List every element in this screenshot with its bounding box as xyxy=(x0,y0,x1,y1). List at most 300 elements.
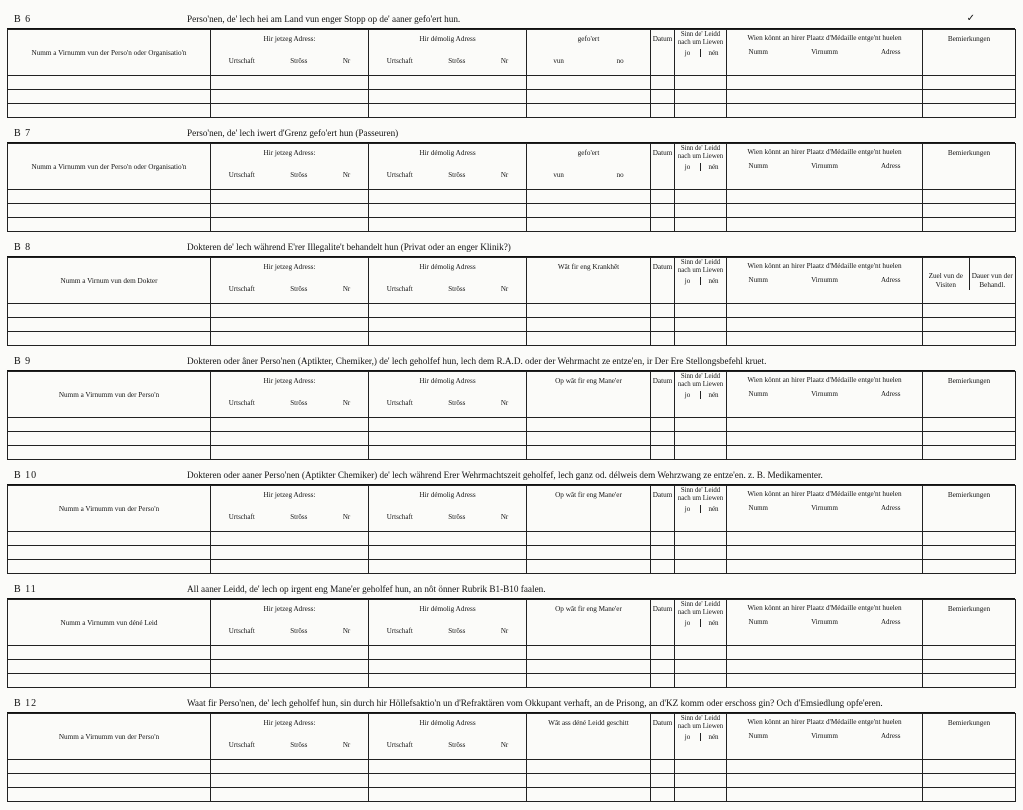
table-cell[interactable] xyxy=(675,788,727,802)
table-cell[interactable] xyxy=(211,190,369,204)
table-cell[interactable] xyxy=(211,318,369,332)
alive-no: nén xyxy=(700,733,726,741)
section-b7 xyxy=(7,126,1015,240)
table-row xyxy=(8,190,1016,204)
section-title: Dokteren oder aaner Perso'nen (Aptikter Chemiker) de' lech während Erer Wehrmachtszeit geholfef, lech ganz od. délweis dem Wehrzwang ze entze'en. z. B. Medikamenter. xyxy=(187,470,823,480)
medal-sub: Virnumm xyxy=(811,390,838,398)
medal-sub: Virnumm xyxy=(811,618,838,626)
table-cell[interactable] xyxy=(8,304,211,318)
table-cell[interactable] xyxy=(923,332,1016,346)
table-cell[interactable] xyxy=(8,432,211,446)
table-cell[interactable] xyxy=(651,104,675,118)
table-cell[interactable] xyxy=(369,560,527,574)
table-cell[interactable] xyxy=(8,332,211,346)
table-cell[interactable] xyxy=(923,560,1016,574)
table-cell[interactable] xyxy=(211,774,369,788)
table-cell[interactable] xyxy=(8,76,211,90)
table-cell[interactable] xyxy=(727,788,923,802)
table-cell[interactable] xyxy=(675,332,727,346)
remarks-header: Bemierkungen xyxy=(923,144,1016,190)
medal-sub: Virnumm xyxy=(811,276,838,284)
table-row xyxy=(8,760,1016,774)
table-cell[interactable] xyxy=(369,318,527,332)
table-cell[interactable] xyxy=(923,204,1016,218)
table-row xyxy=(8,432,1016,446)
table-cell[interactable] xyxy=(675,104,727,118)
table-cell[interactable] xyxy=(211,532,369,546)
table-cell[interactable] xyxy=(369,304,527,318)
table-cell[interactable] xyxy=(527,204,651,218)
table-cell[interactable] xyxy=(8,90,211,104)
former-address-sub: Urtschaft xyxy=(386,741,413,749)
table-cell[interactable] xyxy=(211,76,369,90)
table-cell[interactable] xyxy=(727,218,923,232)
datum-header: Datum xyxy=(651,486,675,532)
table-cell[interactable] xyxy=(923,774,1016,788)
table-cell[interactable] xyxy=(8,104,211,118)
former-address-header: Hir démolig Adress Urtschaft Strôss Nr xyxy=(369,600,527,646)
table-cell[interactable] xyxy=(211,90,369,104)
duration-header: Dauer vun der Behandl. xyxy=(969,258,1016,290)
section-table xyxy=(7,713,1016,802)
medal-header: Wien könnt an hirer Plaatz d'Médaille entge'nt huelen Numm Virnumm Adress xyxy=(727,144,923,190)
table-cell[interactable] xyxy=(923,432,1016,446)
table-cell[interactable] xyxy=(369,418,527,432)
medal-sub: Numm xyxy=(748,732,768,740)
table-cell[interactable] xyxy=(651,76,675,90)
table-cell[interactable] xyxy=(923,674,1016,688)
table-cell[interactable] xyxy=(923,318,1016,332)
table-cell[interactable] xyxy=(675,218,727,232)
table-cell[interactable] xyxy=(527,646,651,660)
table-row xyxy=(8,318,1016,332)
section-b8 xyxy=(7,240,1015,354)
section-table xyxy=(7,257,1016,346)
table-cell[interactable] xyxy=(527,190,651,204)
alive-yes: jo xyxy=(684,733,691,741)
extra-header: Wât fir eng Krankhêt xyxy=(527,258,651,304)
medal-sub: Numm xyxy=(748,276,768,284)
former-address-sub: Urtschaft xyxy=(386,399,413,407)
alive-header: Sinn de' Leidd nach um Liewen jo nén xyxy=(675,30,727,76)
table-cell[interactable] xyxy=(8,218,211,232)
medal-sub: Numm xyxy=(748,48,768,56)
table-cell[interactable] xyxy=(923,76,1016,90)
table-cell[interactable] xyxy=(651,532,675,546)
table-cell[interactable] xyxy=(923,532,1016,546)
table-cell[interactable] xyxy=(651,560,675,574)
table-cell[interactable] xyxy=(369,760,527,774)
table-cell[interactable] xyxy=(727,104,923,118)
current-address-sub: Strôss xyxy=(290,399,308,407)
table-row xyxy=(8,674,1016,688)
alive-yes: jo xyxy=(684,163,691,171)
table-cell[interactable] xyxy=(651,204,675,218)
extra-header: gefo'ert vun no xyxy=(527,144,651,190)
table-cell[interactable] xyxy=(923,788,1016,802)
table-cell[interactable] xyxy=(527,432,651,446)
alive-header: Sinn de' Leidd nach um Liewen jo nén xyxy=(675,600,727,646)
medal-sub: Adress xyxy=(881,618,901,626)
medal-sub: Adress xyxy=(881,162,901,170)
table-cell[interactable] xyxy=(675,432,727,446)
former-address-sub: Nr xyxy=(500,741,509,749)
table-cell[interactable] xyxy=(727,546,923,560)
table-cell[interactable] xyxy=(8,760,211,774)
table-cell[interactable] xyxy=(8,418,211,432)
table-cell[interactable] xyxy=(727,204,923,218)
table-cell[interactable] xyxy=(527,418,651,432)
table-cell[interactable] xyxy=(923,218,1016,232)
table-cell[interactable] xyxy=(8,560,211,574)
table-cell[interactable] xyxy=(211,646,369,660)
former-address-header: Hir démolig Adress Urtschaft Strôss Nr xyxy=(369,30,527,76)
section-header xyxy=(7,126,1015,143)
table-cell[interactable] xyxy=(675,532,727,546)
table-cell[interactable] xyxy=(8,318,211,332)
table-cell[interactable] xyxy=(675,204,727,218)
table-cell[interactable] xyxy=(527,76,651,90)
current-address-sub: Urtschaft xyxy=(228,399,255,407)
table-cell[interactable] xyxy=(727,418,923,432)
table-cell[interactable] xyxy=(651,218,675,232)
current-address-sub: Urtschaft xyxy=(228,57,255,65)
section-title: All aaner Leidd, de' lech op irgent eng Mane'er geholfef hun, an nôt önner Rubrik B1-B10 faalen. xyxy=(187,584,546,594)
table-cell[interactable] xyxy=(369,76,527,90)
section-mark: ✓ xyxy=(966,13,975,24)
table-cell[interactable] xyxy=(651,190,675,204)
medal-header: Wien könnt an hirer Plaatz d'Médaille entge'nt huelen Numm Virnumm Adress xyxy=(727,30,923,76)
table-cell[interactable] xyxy=(527,318,651,332)
current-address-sub: Nr xyxy=(342,627,351,635)
table-cell[interactable] xyxy=(527,546,651,560)
table-cell[interactable] xyxy=(369,788,527,802)
alive-yes: jo xyxy=(684,505,691,513)
table-cell[interactable] xyxy=(527,560,651,574)
table-cell[interactable] xyxy=(727,532,923,546)
table-cell[interactable] xyxy=(369,204,527,218)
table-cell[interactable] xyxy=(675,546,727,560)
table-cell[interactable] xyxy=(675,318,727,332)
medal-sub: Virnumm xyxy=(811,48,838,56)
section-b6 xyxy=(7,12,1015,126)
table-row xyxy=(8,332,1016,346)
table-cell[interactable] xyxy=(923,104,1016,118)
table-cell[interactable] xyxy=(369,546,527,560)
section-title: Perso'nen, de' lech iwert d'Grenz gefo'ert hun (Passeuren) xyxy=(187,128,399,138)
remarks-header: Bemierkungen xyxy=(923,486,1016,532)
current-address-sub: Strôss xyxy=(290,627,308,635)
table-cell[interactable] xyxy=(651,446,675,460)
medal-sub: Adress xyxy=(881,504,901,512)
table-cell[interactable] xyxy=(211,104,369,118)
table-cell[interactable] xyxy=(651,674,675,688)
table-cell[interactable] xyxy=(527,446,651,460)
table-cell[interactable] xyxy=(923,546,1016,560)
table-cell[interactable] xyxy=(727,760,923,774)
table-cell[interactable] xyxy=(727,646,923,660)
section-code: B 12 xyxy=(14,698,38,709)
medal-sub: Numm xyxy=(748,162,768,170)
table-cell[interactable] xyxy=(8,660,211,674)
table-cell[interactable] xyxy=(369,446,527,460)
table-cell[interactable] xyxy=(211,332,369,346)
table-cell[interactable] xyxy=(8,788,211,802)
table-cell[interactable] xyxy=(651,660,675,674)
table-cell[interactable] xyxy=(675,418,727,432)
table-cell[interactable] xyxy=(675,660,727,674)
table-cell[interactable] xyxy=(211,546,369,560)
table-row xyxy=(8,446,1016,460)
table-cell[interactable] xyxy=(369,90,527,104)
table-row xyxy=(8,546,1016,560)
table-cell[interactable] xyxy=(211,418,369,432)
section-b11 xyxy=(7,582,1015,696)
table-cell[interactable] xyxy=(211,432,369,446)
table-cell[interactable] xyxy=(527,674,651,688)
alive-no: nén xyxy=(700,391,726,399)
medal-sub: Adress xyxy=(881,732,901,740)
medal-header: Wien könnt an hirer Plaatz d'Médaille entge'nt huelen Numm Virnumm Adress xyxy=(727,372,923,418)
table-cell[interactable] xyxy=(527,532,651,546)
table-cell[interactable] xyxy=(651,646,675,660)
extra-header: Op wât fir eng Mane'er xyxy=(527,486,651,532)
table-cell[interactable] xyxy=(727,446,923,460)
table-row xyxy=(8,532,1016,546)
current-address-sub: Nr xyxy=(342,399,351,407)
datum-header: Datum xyxy=(651,600,675,646)
table-cell[interactable] xyxy=(527,304,651,318)
table-cell[interactable] xyxy=(727,304,923,318)
table-cell[interactable] xyxy=(369,190,527,204)
table-cell[interactable] xyxy=(727,774,923,788)
section-header xyxy=(7,12,1015,29)
table-cell[interactable] xyxy=(527,90,651,104)
table-cell[interactable] xyxy=(651,332,675,346)
table-cell[interactable] xyxy=(369,774,527,788)
table-cell[interactable] xyxy=(651,774,675,788)
section-title: Perso'nen, de' lech hei am Land vun enger Stopp op de' aaner gefo'ert hun. xyxy=(187,14,461,24)
datum-header: Datum xyxy=(651,714,675,760)
former-address-sub: Strôss xyxy=(448,627,466,635)
former-address-sub: Urtschaft xyxy=(386,57,413,65)
table-cell[interactable] xyxy=(369,646,527,660)
section-title: Dokteren oder âner Perso'nen (Aptikter, Chemiker,) de' lech geholfef hun, lech dem R.A.D. oder der Wehrmacht ze entze'en, ir Der Ere Stellongsbefehl kruet. xyxy=(187,356,767,366)
table-cell[interactable] xyxy=(211,304,369,318)
medal-header: Wien könnt an hirer Plaatz d'Médaille entge'nt huelen Numm Virnumm Adress xyxy=(727,486,923,532)
medal-header: Wien könnt an hirer Plaatz d'Médaille entge'nt huelen Numm Virnumm Adress xyxy=(727,258,923,304)
former-address-sub: Strôss xyxy=(448,285,466,293)
former-address-sub: Urtschaft xyxy=(386,627,413,635)
extra-header: Op wât fir eng Mane'er xyxy=(527,600,651,646)
alive-no: nén xyxy=(700,505,726,513)
former-address-header: Hir démolig Adress Urtschaft Strôss Nr xyxy=(369,258,527,304)
datum-header: Datum xyxy=(651,258,675,304)
table-cell[interactable] xyxy=(211,660,369,674)
current-address-header: Hir jetzeg Adress: Urtschaft Strôss Nr xyxy=(211,144,369,190)
table-cell[interactable] xyxy=(675,90,727,104)
medal-header: Wien könnt an hirer Plaatz d'Médaille entge'nt huelen Numm Virnumm Adress xyxy=(727,714,923,760)
table-cell[interactable] xyxy=(527,760,651,774)
name-header: Numm a Virnum vun dem Dokter xyxy=(8,258,211,304)
table-cell[interactable] xyxy=(675,646,727,660)
table-cell[interactable] xyxy=(727,432,923,446)
current-address-header: Hir jetzeg Adress: Urtschaft Strôss Nr xyxy=(211,600,369,646)
table-cell[interactable] xyxy=(369,332,527,346)
table-cell[interactable] xyxy=(527,104,651,118)
table-row xyxy=(8,788,1016,802)
header-row xyxy=(8,600,1016,646)
table-row xyxy=(8,204,1016,218)
current-address-sub: Urtschaft xyxy=(228,627,255,635)
table-cell[interactable] xyxy=(675,674,727,688)
medal-sub: Adress xyxy=(881,276,901,284)
former-address-header: Hir démolig Adress Urtschaft Strôss Nr xyxy=(369,486,527,532)
table-cell[interactable] xyxy=(211,446,369,460)
table-cell[interactable] xyxy=(527,660,651,674)
table-cell[interactable] xyxy=(675,76,727,90)
table-cell[interactable] xyxy=(727,90,923,104)
table-row xyxy=(8,304,1016,318)
table-cell[interactable] xyxy=(923,660,1016,674)
former-address-sub: Strôss xyxy=(448,399,466,407)
table-cell[interactable] xyxy=(675,304,727,318)
table-cell[interactable] xyxy=(369,104,527,118)
table-cell[interactable] xyxy=(727,190,923,204)
table-cell[interactable] xyxy=(651,90,675,104)
table-cell[interactable] xyxy=(675,774,727,788)
table-cell[interactable] xyxy=(675,760,727,774)
table-cell[interactable] xyxy=(211,218,369,232)
table-cell[interactable] xyxy=(727,660,923,674)
table-cell[interactable] xyxy=(923,646,1016,660)
table-cell[interactable] xyxy=(211,560,369,574)
current-address-sub: Nr xyxy=(342,285,351,293)
table-cell[interactable] xyxy=(211,788,369,802)
section-header xyxy=(7,696,1015,713)
table-cell[interactable] xyxy=(369,660,527,674)
table-cell[interactable] xyxy=(651,418,675,432)
alive-header: Sinn de' Leidd nach um Liewen jo nén xyxy=(675,372,727,418)
table-cell[interactable] xyxy=(8,532,211,546)
table-cell[interactable] xyxy=(651,546,675,560)
table-row xyxy=(8,218,1016,232)
extra-header: gefo'ert vun no xyxy=(527,30,651,76)
header-row xyxy=(8,144,1016,190)
name-header: Numm a Virnumm vun der Perso'n oder Organisatio'n xyxy=(8,144,211,190)
table-cell[interactable] xyxy=(727,674,923,688)
table-cell[interactable] xyxy=(675,560,727,574)
name-header: Numm a Virnumm vun déné Leid xyxy=(8,600,211,646)
table-cell[interactable] xyxy=(8,446,211,460)
table-cell[interactable] xyxy=(369,532,527,546)
current-address-sub: Strôss xyxy=(290,513,308,521)
current-address-header: Hir jetzeg Adress: Urtschaft Strôss Nr xyxy=(211,30,369,76)
table-cell[interactable] xyxy=(211,760,369,774)
table-cell[interactable] xyxy=(651,318,675,332)
table-cell[interactable] xyxy=(369,674,527,688)
table-cell[interactable] xyxy=(651,760,675,774)
former-address-sub: Urtschaft xyxy=(386,513,413,521)
alive-yes: jo xyxy=(684,49,691,57)
table-cell[interactable] xyxy=(8,646,211,660)
table-cell[interactable] xyxy=(727,560,923,574)
table-cell[interactable] xyxy=(923,190,1016,204)
medal-sub: Virnumm xyxy=(811,504,838,512)
medal-sub: Numm xyxy=(748,504,768,512)
current-address-sub: Nr xyxy=(342,57,351,65)
table-cell[interactable] xyxy=(727,76,923,90)
name-header: Numm a Virnumm vun der Perso'n xyxy=(8,486,211,532)
current-address-header: Hir jetzeg Adress: Urtschaft Strôss Nr xyxy=(211,258,369,304)
section-header xyxy=(7,354,1015,371)
table-cell[interactable] xyxy=(527,332,651,346)
table-cell[interactable] xyxy=(675,190,727,204)
datum-header: Datum xyxy=(651,144,675,190)
table-cell[interactable] xyxy=(527,788,651,802)
remarks-header: Bemierkungen xyxy=(923,714,1016,760)
form-page xyxy=(7,12,1015,810)
table-cell[interactable] xyxy=(8,546,211,560)
table-row xyxy=(8,774,1016,788)
table-cell[interactable] xyxy=(369,432,527,446)
table-cell[interactable] xyxy=(923,418,1016,432)
section-table xyxy=(7,371,1016,460)
table-cell[interactable] xyxy=(527,218,651,232)
name-header: Numm a Virnumm vun der Perso'n xyxy=(8,714,211,760)
extra-header: Wât ass déné Leidd geschitt xyxy=(527,714,651,760)
table-row xyxy=(8,660,1016,674)
table-cell[interactable] xyxy=(923,90,1016,104)
section-code: B 9 xyxy=(14,356,32,367)
table-cell[interactable] xyxy=(651,788,675,802)
medal-sub: Adress xyxy=(881,48,901,56)
table-cell[interactable] xyxy=(675,446,727,460)
table-cell[interactable] xyxy=(8,674,211,688)
table-row xyxy=(8,646,1016,660)
alive-yes: jo xyxy=(684,391,691,399)
table-cell[interactable] xyxy=(923,446,1016,460)
table-cell[interactable] xyxy=(8,204,211,218)
table-cell[interactable] xyxy=(651,432,675,446)
table-cell[interactable] xyxy=(8,190,211,204)
table-cell[interactable] xyxy=(727,318,923,332)
section-code: B 6 xyxy=(14,14,32,25)
section-table xyxy=(7,599,1016,688)
table-cell[interactable] xyxy=(923,760,1016,774)
visits-header: Zuel vun de Visiten xyxy=(928,272,963,289)
current-address-sub: Urtschaft xyxy=(228,513,255,521)
current-address-header: Hir jetzeg Adress: Urtschaft Strôss Nr xyxy=(211,372,369,418)
table-cell[interactable] xyxy=(727,332,923,346)
alive-no: nén xyxy=(700,277,726,285)
table-cell[interactable] xyxy=(527,774,651,788)
table-cell[interactable] xyxy=(211,204,369,218)
former-address-header: Hir démolig Adress Urtschaft Strôss Nr xyxy=(369,144,527,190)
table-cell[interactable] xyxy=(211,674,369,688)
table-cell[interactable] xyxy=(369,218,527,232)
table-cell[interactable] xyxy=(651,304,675,318)
table-cell[interactable] xyxy=(923,304,1016,318)
section-table xyxy=(7,485,1016,574)
former-address-sub: Nr xyxy=(500,171,509,179)
header-row xyxy=(8,30,1016,76)
alive-yes: jo xyxy=(684,277,691,285)
table-cell[interactable] xyxy=(8,774,211,788)
medal-sub: Adress xyxy=(881,390,901,398)
section-b10 xyxy=(7,468,1015,582)
section-b9 xyxy=(7,354,1015,468)
